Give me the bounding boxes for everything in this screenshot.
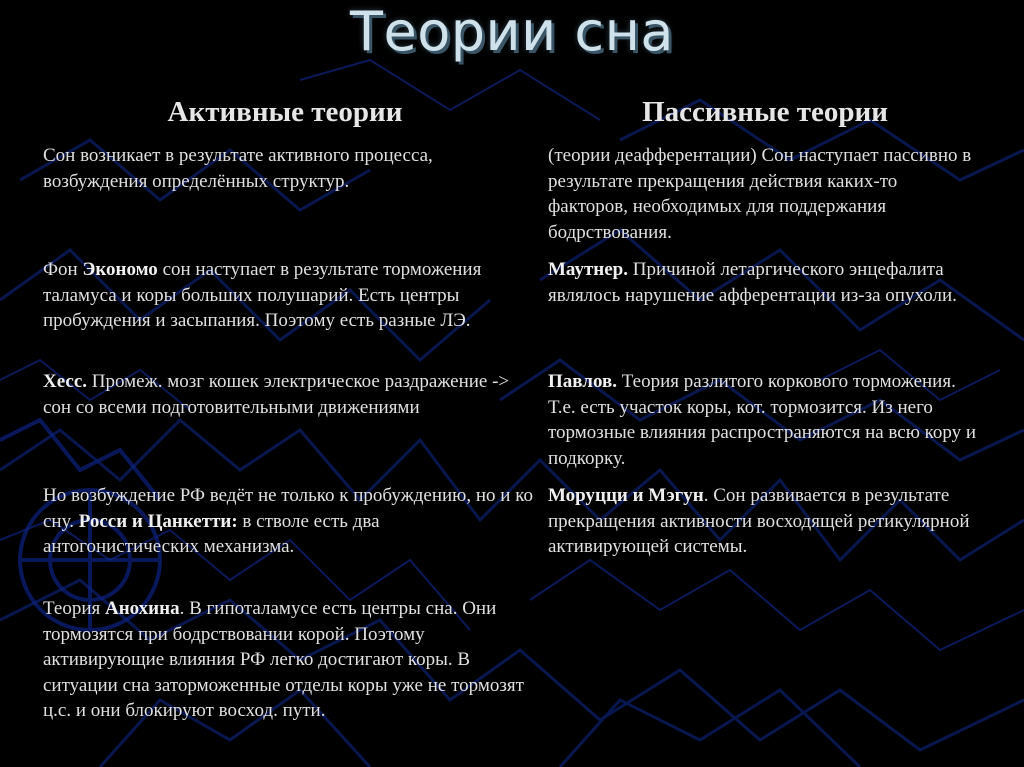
author-name: Маутнер. [548,259,628,280]
author-name: Павлов. [548,371,617,392]
text: Фон [43,259,83,280]
author-name: Росси и Цанкетти: [78,510,238,532]
active-theory-economo [43,257,533,334]
passive-theory-moruzzi-magoun [548,483,978,560]
slide-title: Теории сна [350,0,674,63]
active-theory-general: Сон возникает в результате активного процесса, возбуждения определённых структур. [43,145,433,192]
passive-theory-mauthner [548,257,978,308]
author-name: Моруцци и Мэгун [548,485,704,506]
active-theory-anokhin [43,596,533,724]
text: в стволе есть два антогонистических механизма. [43,510,380,557]
text: . Сон развивается в результате прекращения активности восходящей ретикулярной активирующей системы. [548,485,970,557]
author-name: Анохина [104,598,180,619]
text: Но возбуждение РФ ведёт не только к пробуждению, но и ко сну. [43,485,533,532]
text: . В гипоталамусе есть центры сна. Они тормозятся при бодрствовании корой. Поэтому активирующие влияния РФ легко достигают коры. В ситуации сна заторможенные отделы коры уже не тормозят ц.с. и они блокируют восход. пути. [43,598,524,721]
text: Причиной летаргического энцефалита являлось нарушение афферентации из-за опухоли. [548,259,957,306]
active-theories-heading: Активные теории [167,96,403,128]
active-theory-hess [43,369,533,420]
author-name: Экономо [82,259,158,280]
author-name: Хесс. [43,371,88,392]
passive-theories-heading: Пассивные теории [642,96,888,128]
passive-theory-general: (теории деафферентации) Сон наступает пассивно в результате прекращения действия каких-то факторов, необходимых для поддержания бодрствования. [548,145,972,243]
text: Промеж. мозг кошек электрическое раздражение -> сон со всеми подготовительными движениями [43,371,510,418]
text: сон наступает в результате торможения таламуса и коры больших полушарий. Есть центры пробуждения и засыпания. Поэтому есть разные ЛЭ. [43,259,482,331]
text: Теория разлитого коркового торможения. Т.е. есть участок коры, кот. тормозится. Из него тормозные влияния распространяются на всю кору и подкорку. [548,371,977,469]
text: Теория [43,598,105,619]
passive-theory-pavlov [548,369,978,471]
active-theory-rossi-zanchetti [43,483,533,560]
